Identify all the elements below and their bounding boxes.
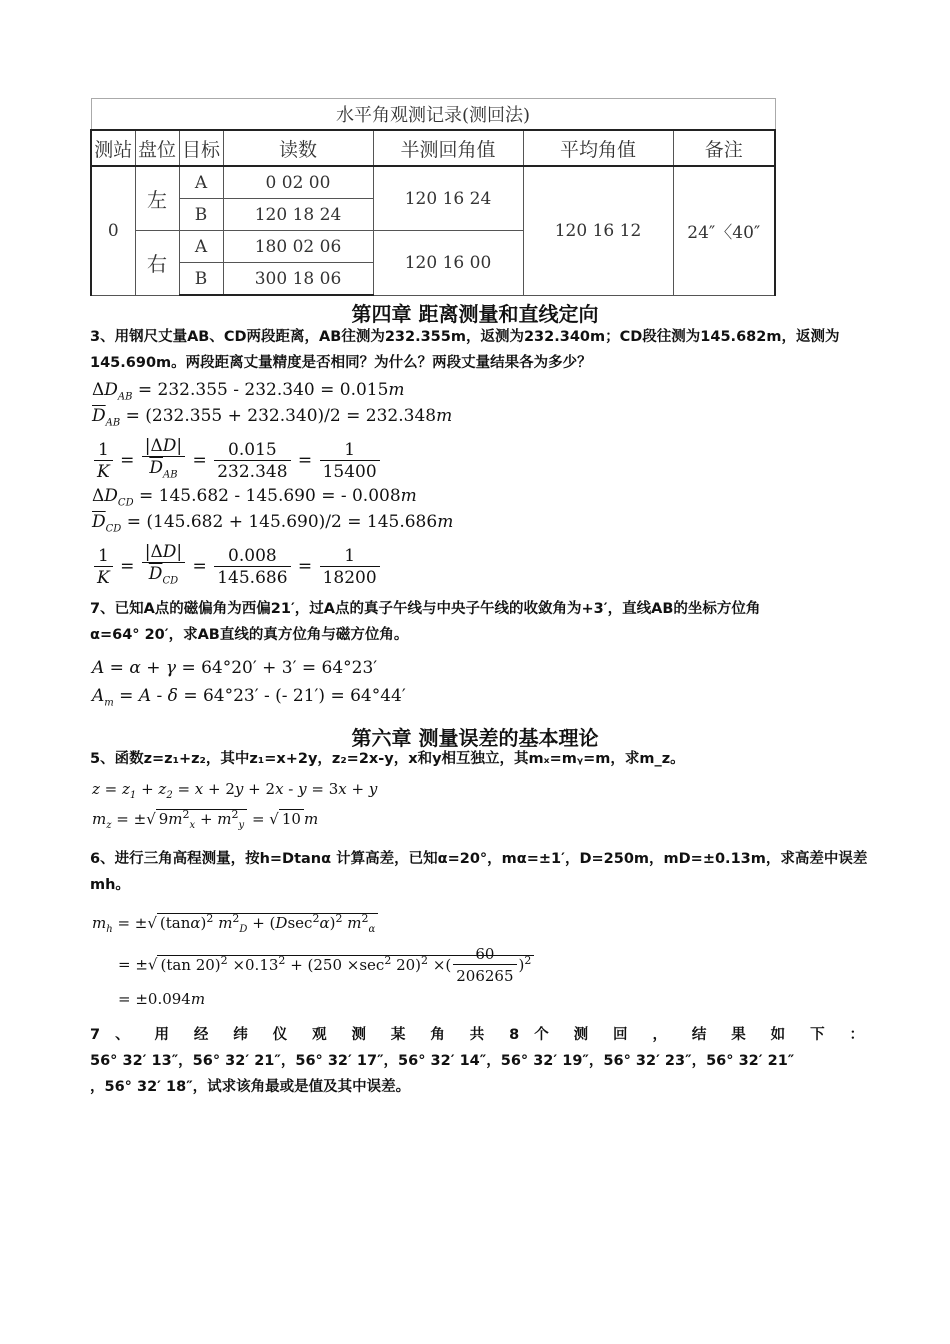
question-7-line3: ，56° 32′ 18″，试求该角最或是值及其中误差。 — [90, 1079, 411, 1095]
formula-5: $\overline{D}_{CD} = (145.682 + 145.690)/2 = 145.686m$ — [92, 512, 454, 535]
question-6-line1: 6、进行三角高程测量，按h=Dtanα 计算高差，已知α=20°，mα=±1′，D=250m，mD=±0.13m，求高差中误差 — [90, 851, 868, 867]
question-3-line1: 3、用钢尺丈量AB、CD两段距离，AB往测为232.355m，返测为232.340m；CD段往测为145.682m，返测为 — [90, 329, 840, 345]
half-angle-right: 120 16 00 — [373, 231, 523, 296]
target-cell: B — [179, 263, 223, 296]
formula-10: $m_z$ = ±√ $9m^2_x + m^2_y$ = √ 10 m — [92, 808, 319, 831]
formula-4: $\Delta D_{CD} = 145.682 - 145.690$ = - 0.008m — [92, 486, 417, 509]
target-cell: B — [179, 199, 223, 231]
question-7-line2: 56° 32′ 13″，56° 32′ 21″，56° 32′ 17″，56° 32′ 14″，56° 32′ 19″，56° 32′ 23″，56° 32′ 21″ — [90, 1053, 795, 1069]
chapter4-title: 第四章 距离测量和直线定向 — [351, 302, 599, 326]
station-cell: 0 — [91, 166, 135, 295]
question-5-line1: 5、函数z=z₁+z₂，其中z₁=x+2y，z₂=2x-y，x和y相互独立，其mₓ=mᵧ=m，求m_z。 — [90, 751, 685, 767]
chapter6-title: 第六章 测量误差的基本理论 — [351, 726, 599, 750]
header-position: 盘位 — [135, 130, 179, 166]
question-3 — [90, 324, 864, 376]
question-3-line2: 145.690m。两段距离丈量精度是否相同？为什么？两段丈量结果各为多少？ — [90, 355, 592, 371]
question-6-line2: mh。 — [90, 877, 130, 893]
header-station: 测站 — [91, 130, 135, 166]
target-cell: A — [179, 166, 223, 199]
reading-cell: 300 18 06 — [223, 263, 373, 296]
question-7-line1: 7 、 用 经 纬 仪 观 测 某 角 共 8 个 测 回 ， 结 果 如 下 ： — [90, 1027, 864, 1043]
formula-1: $\Delta D_{AB} = 232.355 - 232.340 = 0.015m$ — [92, 380, 405, 403]
question-7-ch6 — [90, 1022, 864, 1100]
reading-cell: 0 02 00 — [223, 166, 373, 199]
reading-cell: 120 18 24 — [223, 199, 373, 231]
header-average: 平均角值 — [523, 130, 673, 166]
position-left: 左 — [135, 166, 179, 231]
formula-3: $\frac{1}{K}$ = $\frac{|\Delta D|}{\overline{D}_{AB}}$ = $\frac{0.015}{232.348}$ = $\frac{1}{15400}$ — [92, 436, 382, 486]
question-6 — [90, 846, 868, 898]
horizontal-angle-table — [90, 98, 774, 296]
formula-2: $\overline{D}_{AB} = (232.355 + 232.340)/2 = 232.348m$ — [92, 406, 453, 429]
formula-7: A = α + γ = 64°20′ + 3′ = 64°23′ — [92, 658, 378, 678]
table-title: 水平角观测记录(测回法) — [91, 99, 775, 131]
formula-6: $\frac{1}{K}$ = $\frac{|\Delta D|}{\overline{D}_{CD}}$ = $\frac{0.008}{145.686}$ = $\frac{1}{18200}$ — [92, 542, 382, 592]
header-reading: 读数 — [223, 130, 373, 166]
question-7-line2: α=64° 20′，求AB直线的真方位角与磁方位角。 — [90, 627, 409, 643]
position-right: 右 — [135, 231, 179, 296]
half-angle-left: 120 16 24 — [373, 166, 523, 231]
formula-9: $z = z_1 + z_2 = x + 2y + 2x - y = 3x + y$ — [92, 780, 378, 801]
question-5 — [90, 746, 864, 772]
target-cell: A — [179, 231, 223, 263]
header-half-angle: 半测回角值 — [373, 130, 523, 166]
formula-11: $m_h$ = ±√ $(\tan\alpha)^2$ $m^2_D + (Dsec^2\alpha)^2$ $m^2_\alpha$ — [92, 912, 378, 935]
header-remark: 备注 — [673, 130, 775, 166]
reading-cell: 180 02 06 — [223, 231, 373, 263]
header-target: 目标 — [179, 130, 223, 166]
question-7-line1: 7、已知A点的磁偏角为西偏21′，过A点的真子午线与中央子午线的收敛角为+3′，直线AB的坐标方位角 — [90, 601, 761, 617]
remark-cell: 24″〈40″ — [673, 166, 775, 295]
average-angle: 120 16 12 — [523, 166, 673, 295]
formula-8: $A_m = A - \delta = 64^\circ 23'$ - (- 21′) = 64°44′ — [92, 686, 406, 709]
formula-12: = ±√ (tan $20)^2 \times 0.13^2 + (250 \times\sec^2$ 20)$^2$ ×( $\frac{60}{206265}$ )$^2$ — [118, 944, 534, 987]
formula-13: = ±0.094m — [118, 990, 206, 1008]
question-7-ch4 — [90, 596, 864, 648]
